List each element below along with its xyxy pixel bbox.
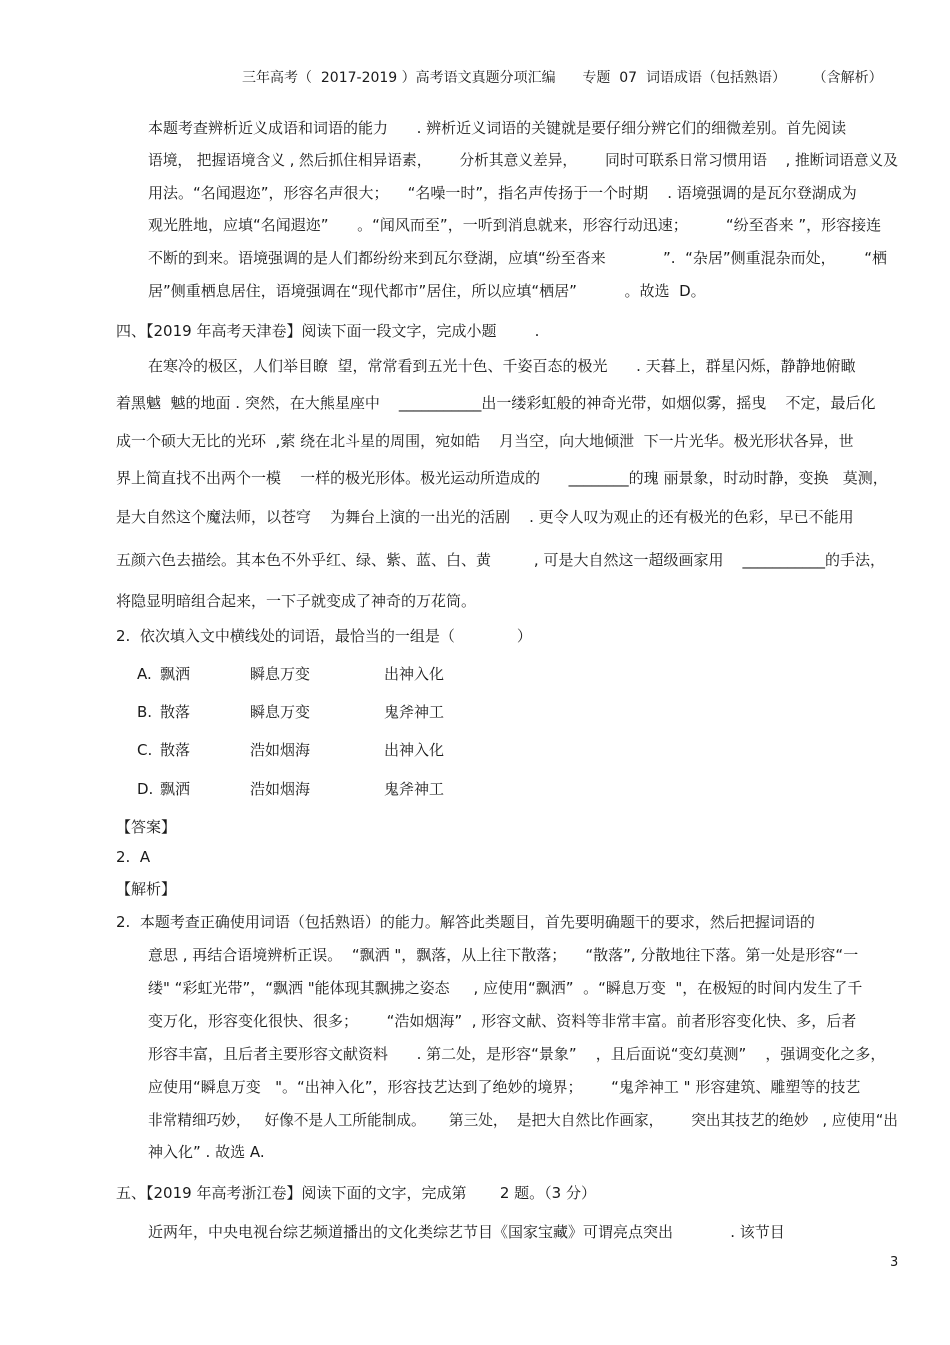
text-line: 变万化，形容变化很快、很多； “浩如烟海” , 形容文献、资料等非常丰富。前者形容变化快、多，后者 xyxy=(148,1012,857,1030)
text-line: 神入化” . 故选 A. xyxy=(148,1143,265,1161)
option-word: 出神入化 xyxy=(384,665,445,683)
option-word: 飘洒 xyxy=(160,780,191,798)
text-line: 近两年，中央电视台综艺频道播出的文化类综艺节目《国家宝藏》可谓亮点突出 . 该节目 xyxy=(148,1223,785,1241)
text-line: 应使用“瞬息万变 "。“出神入化”，形容技艺达到了绝妙的境界； “鬼斧神工 " 形容建筑、雕塑等的技艺 xyxy=(148,1078,861,1096)
text-line: 用法。“名闻遐迩”，形容名声很大； “名噪一时”，指名声传扬于一个时期 . 语境强调的是瓦尔登湖成为 xyxy=(148,184,857,202)
option-letter: A. xyxy=(137,665,152,683)
page-number: 3 xyxy=(890,1255,899,1270)
option-word: 出神入化 xyxy=(384,741,445,759)
text-line: 是大自然这个魔法师，以苍穹 为舞台上演的一出光的活剧 . 更令人叹为观止的还有极光的色彩，早已不能用 xyxy=(116,508,854,526)
option-word: 散落 xyxy=(160,741,191,759)
option-word: 瞬息万变 xyxy=(250,703,311,721)
question-stem: 2. 依次填入文中横线处的词语，最恰当的一组是（ ） xyxy=(116,627,532,645)
analysis-label: 【解析】 xyxy=(116,880,177,898)
text-line: 非常精细巧妙， 好像不是人工所能制成。 第三处， 是把大自然比作画家， 突出其技艺的绝妙 , 应使用“出 xyxy=(148,1111,898,1129)
answer-label: 【答案】 xyxy=(116,818,177,836)
text-line: 不断的到来。语境强调的是人们都纷纷来到瓦尔登湖，应填“纷至沓来 ”. “杂居”侧重混杂而处， “栖 xyxy=(148,249,887,267)
page-header: 三年高考（ 2017-2019 ）高考语文真题分项汇编 专题 07 词语成语（包括熟语） （含解析） xyxy=(242,70,883,86)
text-line: 缕" “彩虹光带”，“飘洒 "能体现其飘拂之姿态 , 应使用“飘洒” 。“瞬息万变 "，在极短的时间内发生了千 xyxy=(148,979,863,997)
option-word: 浩如烟海 xyxy=(250,741,311,759)
option-letter: B. xyxy=(137,703,153,721)
text-line: 在寒冷的极区，人们举目瞭 望，常常看到五光十色、千姿百态的极光 . 天暮上，群星闪烁，静静地俯瞰 xyxy=(148,357,856,375)
section-heading: 五、【2019 年高考浙江卷】阅读下面的文字，完成第 2 题。（3 分） xyxy=(116,1184,596,1202)
text-line: 形容丰富，且后者主要形容文献资料 . 第二处，是形容“景象” ，且后面说“变幻莫测” ，强调变化之多， xyxy=(148,1045,886,1063)
text-line: 着黑魆 魆的地面 . 突然，在大熊星座中 ___________出一缕彩虹般的神奇光带，如烟似雾，摇曳 不定，最后化 xyxy=(116,394,876,412)
option-word: 散落 xyxy=(160,703,191,721)
text-line: 2. 本题考查正确使用词语（包括熟语）的能力。解答此类题目，首先要明确题干的要求，然后把握词语的 xyxy=(116,913,815,931)
option-word: 飘洒 xyxy=(160,665,191,683)
section-heading: 四、【2019 年高考天津卷】阅读下面一段文字，完成小题 . xyxy=(116,322,540,340)
option-word: 鬼斧神工 xyxy=(384,780,445,798)
text-line: 观光胜地，应填“名闻遐迩” 。“闻风而至”，一听到消息就来，形容行动迅速； “纷至沓来 ”，形容接连 xyxy=(148,216,882,234)
option-word: 鬼斧神工 xyxy=(384,703,445,721)
text-line: 将隐显明暗组合起来，一下子就变成了神奇的万花筒。 xyxy=(116,592,477,610)
option-word: 瞬息万变 xyxy=(250,665,311,683)
text-line: 界上简直找不出两个一模 一样的极光形体。极光运动所造成的 ________的瑰 丽景象，时动时静，变换 莫测， xyxy=(116,469,888,487)
text-line: 成一个硕大无比的光环 ,萦 绕在北斗星的周围，宛如皓 月当空，向大地倾泄 下一片光华。极光形状各异，世 xyxy=(116,432,854,450)
text-line: 语境， 把握语境含义 , 然后抓住相异语素， 分析其意义差异， 同时可联系日常习惯用语 , 推断词语意义及 xyxy=(148,151,898,169)
answer-value: 2. A xyxy=(116,848,151,866)
text-line: 五颜六色去描绘。其本色不外乎红、绿、紫、蓝、白、黄 , 可是大自然这一超级画家用 ___________的手法， xyxy=(116,551,886,569)
option-letter: D. xyxy=(137,780,154,798)
text-line: 意思 , 再结合语境辨析正误。 “飘洒 "，飘落，从上往下散落； “散落”, 分散地往下落。第一处是形容“一 xyxy=(148,946,859,964)
option-letter: C. xyxy=(137,741,153,759)
text-line: 居”侧重栖息居住，语境强调在“现代都市”居住，所以应填“栖居” 。故选 D。 xyxy=(148,282,706,300)
option-word: 浩如烟海 xyxy=(250,780,311,798)
text-line: 本题考查辨析近义成语和词语的能力 . 辨析近义词语的关键就是要仔细分辨它们的细微差别。首先阅读 xyxy=(148,119,847,137)
